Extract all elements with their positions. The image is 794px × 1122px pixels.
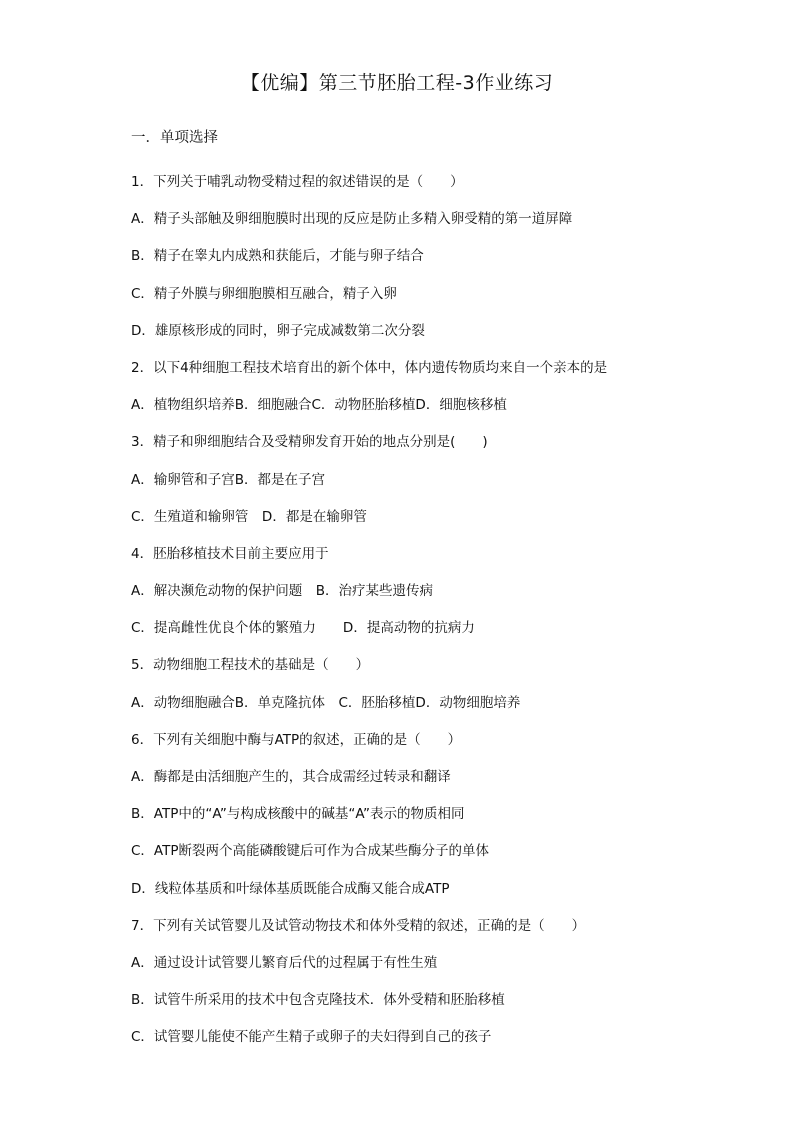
question-1-option-a: A．精子头部触及卵细胞膜时出现的反应是防止多精入卵受精的第一道屏障 — [131, 211, 573, 228]
question-4-stem: 4．胚胎移植技术目前主要应用于 — [131, 545, 329, 562]
question-list — [131, 171, 691, 1064]
question-1-option-b: B．精子在睾丸内成熟和获能后，才能与卵子结合 — [131, 248, 424, 265]
question-5-stem: 5．动物细胞工程技术的基础是（ ） — [131, 657, 370, 674]
question-3-options-cd: C．生殖道和输卵管 D．都是在输卵管 — [131, 508, 367, 525]
question-6-option-b: B．ATP中的“A”与构成核酸中的碱基“A”表示的物质相同 — [131, 806, 465, 823]
question-1-stem: 1．下列关于哺乳动物受精过程的叙述错误的是（ ） — [131, 174, 464, 190]
question-5-options: A．动物细胞融合B．单克隆抗体 C．胚胎移植D．动物细胞培养 — [131, 694, 521, 711]
question-4-options-ab: A．解决濒危动物的保护问题 B．治疗某些遗传病 — [131, 583, 433, 600]
question-1-option-d: D．雄原核形成的同时，卵子完成减数第二次分裂 — [131, 322, 425, 339]
question-1-option-c: C．精子外膜与卵细胞膜相互融合，精子入卵 — [131, 285, 397, 302]
question-4-options-cd: C．提高雌性优良个体的繁殖力 D．提高动物的抗病力 — [131, 620, 475, 637]
question-6-option-a: A．酶都是由活细胞产生的，其合成需经过转录和翻译 — [131, 769, 451, 785]
question-6-stem: 6．下列有关细胞中酶与ATP的叙述，正确的是（ ） — [131, 731, 462, 748]
question-7-option-c: C．试管婴儿能使不能产生精子或卵子的夫妇得到自己的孩子 — [131, 1029, 492, 1046]
question-3-stem: 3．精子和卵细胞结合及受精卵发育开始的地点分别是( ) — [131, 434, 488, 451]
question-6-option-c: C．ATP断裂两个高能磷酸键后可作为合成某些酶分子的单体 — [131, 843, 489, 860]
document-title: 【优编】第三节胚胎工程-3作业练习 — [240, 72, 554, 94]
question-2-stem: 2．以下4种细胞工程技术培育出的新个体中，体内遗传物质均来自一个亲本的是 — [131, 359, 608, 376]
question-6-option-d: D．线粒体基质和叶绿体基质既能合成酶又能合成ATP — [131, 880, 450, 897]
question-7-stem: 7．下列有关试管婴儿及试管动物技术和体外受精的叙述，正确的是（ ） — [131, 917, 586, 934]
section-heading: 一．单项选择 — [131, 130, 218, 146]
question-3-options-ab: A．输卵管和子宫B．都是在子宫 — [131, 471, 325, 488]
question-7-option-b: B．试管牛所采用的技术中包含克隆技术．体外受精和胚胎移植 — [131, 992, 505, 1009]
question-2-options: A．植物组织培养B．细胞融合C．动物胚胎移植D．细胞核移植 — [131, 397, 507, 414]
question-7-option-a: A．通过设计试管婴儿繁育后代的过程属于有性生殖 — [131, 954, 438, 971]
